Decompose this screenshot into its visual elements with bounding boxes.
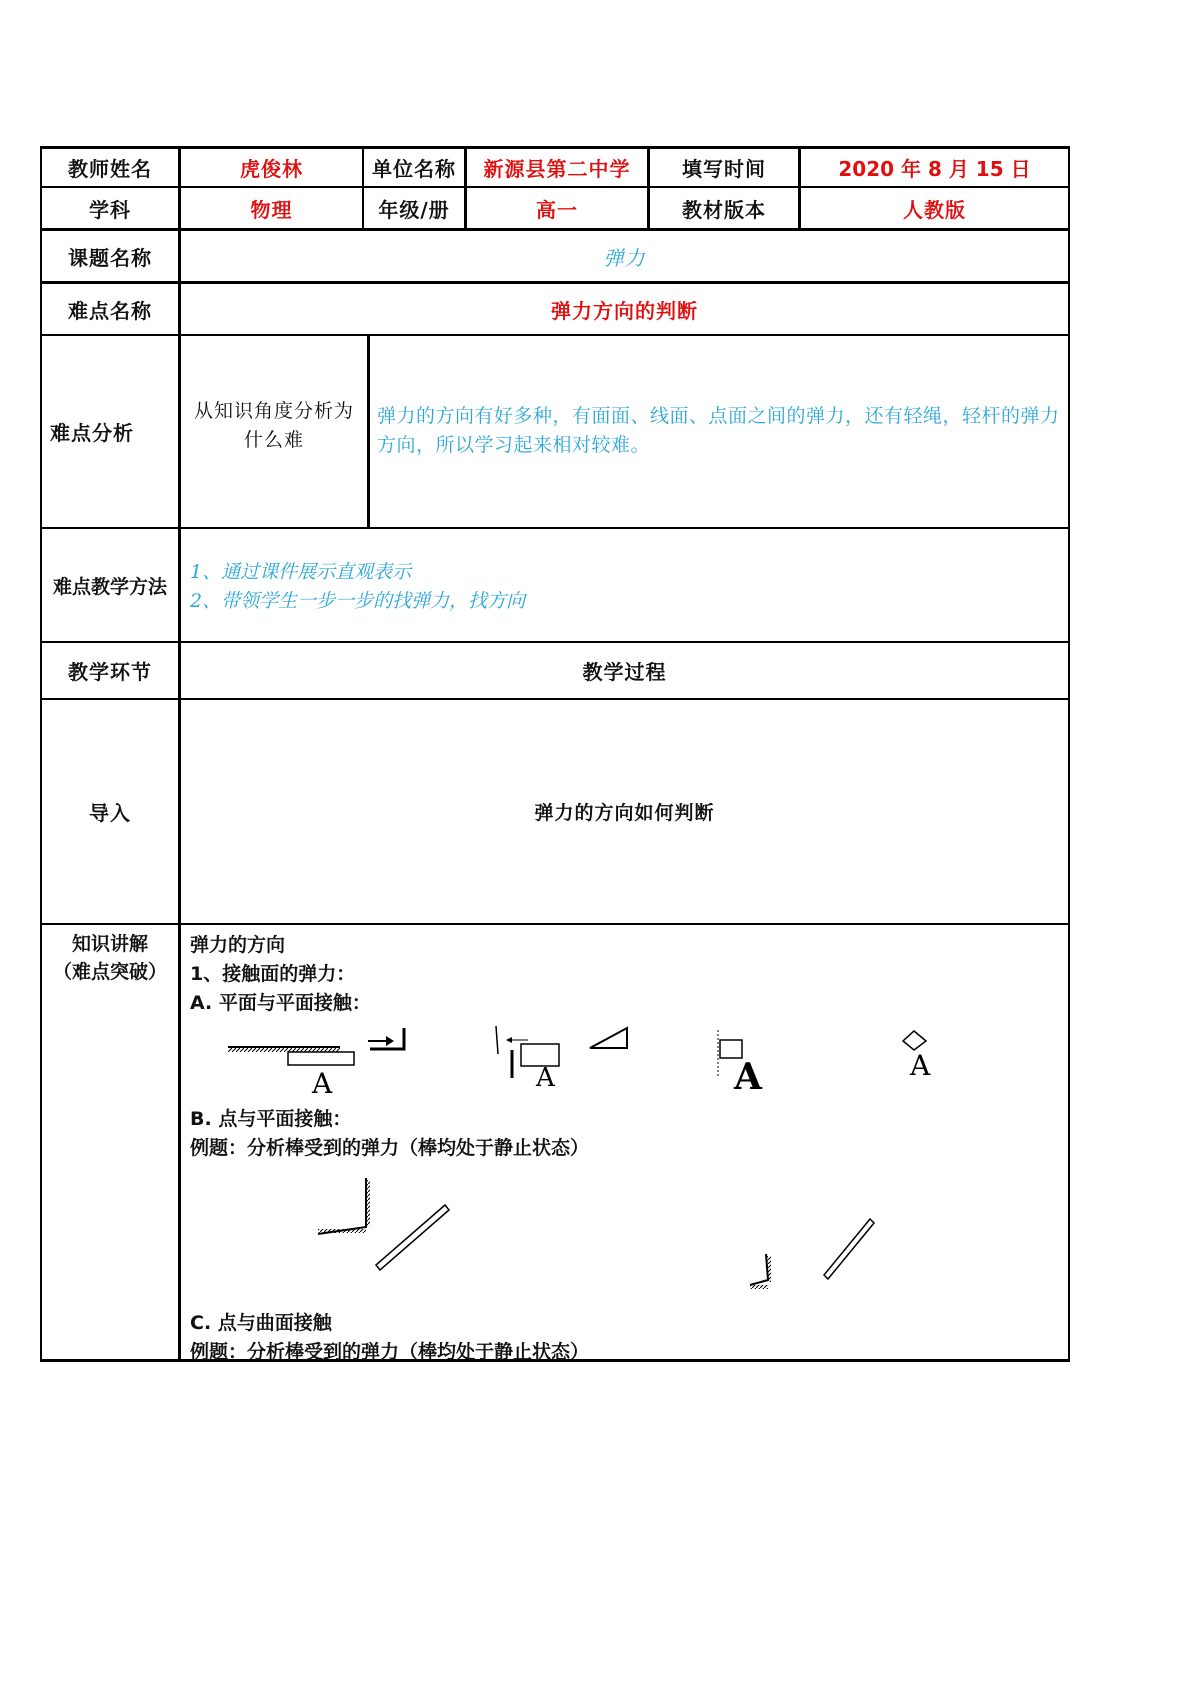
intro-label: 导入: [89, 801, 131, 825]
knowledge-label: 知识讲解: [71, 933, 148, 955]
process-label: 教学环节: [68, 660, 152, 684]
analysis-label: 难点分析: [50, 421, 134, 445]
process-value: 教学过程: [582, 660, 667, 684]
knowledge-example-c: 例题：分析棒受到的弹力（棒均处于静止状态）: [190, 1341, 590, 1363]
analysis-text: 弹力的方向有好多种，有面面、线面、点面之间的弹力，还有轻绳，轻杆的弹力方向，所以学习起来相对较难。: [377, 405, 1060, 456]
knowledge-line-1: 1、接触面的弹力：: [190, 963, 356, 985]
topic-value: 弹力: [603, 245, 646, 270]
grade-value: 高一: [536, 197, 578, 222]
difficulty-label: 难点名称: [68, 298, 152, 323]
figure-diamond-block: [903, 1031, 931, 1082]
grade-label: 年级/册: [378, 197, 450, 222]
unit-value: 新源县第二中学: [483, 157, 631, 181]
knowledge-line-c: C. 点与曲面接触: [190, 1312, 332, 1334]
teacher-value: 虎俊林: [240, 157, 303, 181]
analysis-sub-label: 从知识角度分析为什么难: [193, 399, 354, 451]
figure-block-on-ground: [228, 1047, 354, 1100]
knowledge-title: 弹力的方向: [190, 934, 286, 956]
knowledge-line-b: B. 点与平面接触：: [190, 1108, 352, 1130]
subject-label: 学科: [89, 197, 131, 222]
date-label: 填写时间: [682, 157, 766, 181]
difficulty-value: 弹力方向的判断: [551, 298, 698, 323]
figure-letter-a: A: [536, 1063, 555, 1093]
knowledge-label-sub: （难点突破）: [52, 961, 167, 983]
method-label: 难点教学方法: [52, 575, 167, 598]
knowledge-example-b: 例题：分析棒受到的弹力（棒均处于静止状态）: [190, 1137, 590, 1159]
figure-block-against-wall: [496, 1026, 559, 1093]
edition-label: 教材版本: [682, 197, 766, 222]
figure-wedge: [590, 1028, 627, 1048]
subject-value: 物理: [250, 197, 293, 222]
method-item: 1、通过课件展示直观表示: [190, 561, 412, 583]
intro-value: 弹力的方向如何判断: [534, 802, 715, 824]
topic-label: 课题名称: [68, 245, 152, 270]
unit-label: 单位名称: [372, 157, 456, 181]
figure-rod-in-corner-2: [750, 1219, 874, 1289]
figure-letter-a: A: [910, 1049, 931, 1082]
figure-square-block: [718, 1030, 763, 1098]
figure-letter-a: A: [312, 1067, 333, 1100]
date-value: 2020 年 8 月 15 日: [838, 157, 1031, 181]
knowledge-line-a: A. 平面与平面接触：: [190, 992, 371, 1014]
method-item: 2、带领学生一步一步的找弹力，找方向: [190, 590, 526, 612]
teacher-label: 教师姓名: [68, 157, 152, 181]
figure-letter-a: A: [734, 1056, 762, 1098]
figure-corner-arrow: [368, 1028, 404, 1049]
edition-value: 人教版: [903, 197, 966, 222]
figure-rod-in-corner-1: [318, 1178, 449, 1270]
